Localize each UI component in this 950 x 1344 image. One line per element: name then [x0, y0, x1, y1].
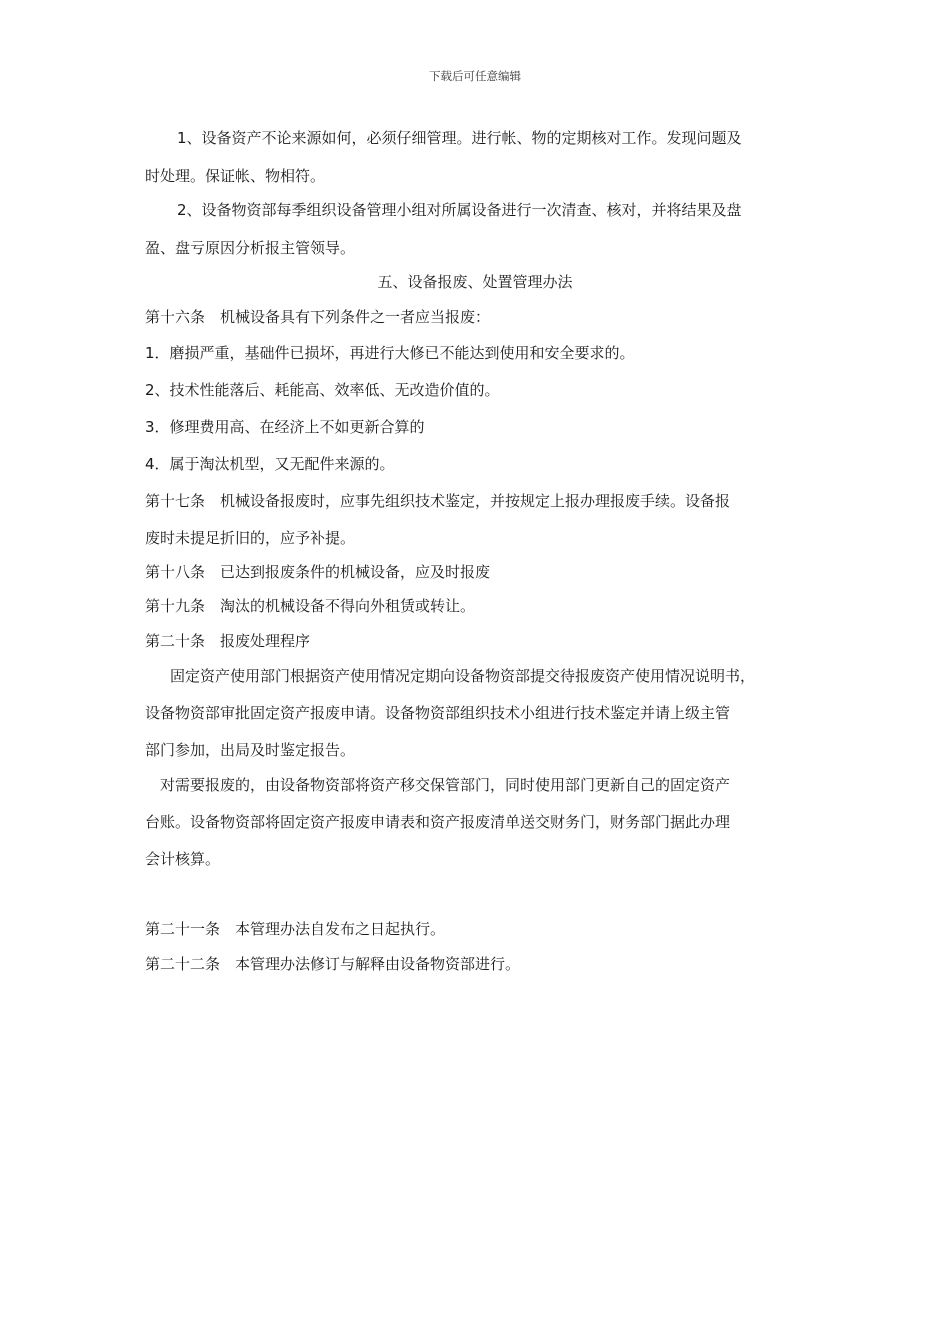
paragraph-line: 部门参加，出局及时鉴定报告。 [145, 741, 356, 759]
list-item: 2、技术性能落后、耗能高、效率低、无改造价值的。 [145, 381, 500, 399]
list-item: 3．修理费用高、在经济上不如更新合算的 [145, 418, 425, 436]
paragraph-line: 对需要报废的，由设备物资部将资产移交保管部门，同时使用部门更新自己的固定资产 [160, 776, 731, 794]
article-line: 第二十条 报废处理程序 [145, 632, 311, 650]
paragraph-line: 2、设备物资部每季组织设备管理小组对所属设备进行一次清查、核对，并将结果及盘 [177, 201, 742, 219]
paragraph-line: 台账。设备物资部将固定资产报废申请表和资产报废清单送交财务门，财务部门据此办理 [145, 813, 731, 831]
paragraph-line: 盈、盘亏原因分析报主管领导。 [145, 239, 356, 257]
article-line: 第十九条 淘汰的机械设备不得向外租赁或转让。 [145, 597, 476, 615]
paragraph-line: 1、设备资产不论来源如何，必须仔细管理。进行帐、物的定期核对工作。发现问题及 [177, 129, 742, 147]
article-line: 第十七条 机械设备报废时，应事先组织技术鉴定，并按规定上报办理报废手续。设备报 [145, 492, 731, 510]
article-line: 第十六条 机械设备具有下列条件之一者应当报废： [145, 308, 491, 326]
article-line: 第二十二条 本管理办法修订与解释由设备物资部进行。 [145, 955, 521, 973]
article-line: 废时未提足折旧的，应予补提。 [145, 529, 356, 547]
page-header: 下载后可任意编辑 [429, 69, 521, 83]
paragraph-line: 时处理。保证帐、物相符。 [145, 167, 326, 185]
article-line: 第十八条 已达到报废条件的机械设备，应及时报废 [145, 563, 491, 581]
article-line: 第二十一条 本管理办法自发布之日起执行。 [145, 920, 446, 938]
paragraph-line: 会计核算。 [145, 850, 221, 868]
paragraph-line: 固定资产使用部门根据资产使用情况定期向设备物资部提交待报废资产使用情况说明书， [170, 667, 756, 685]
paragraph-line: 设备物资部审批固定资产报废申请。设备物资部组织技术小组进行技术鉴定并请上级主管 [145, 704, 731, 722]
list-item: 1．磨损严重，基础件已损坏，再进行大修已不能达到使用和安全要求的。 [145, 344, 635, 362]
section-heading: 五、设备报废、处置管理办法 [377, 273, 573, 291]
list-item: 4．属于淘汰机型，又无配件来源的。 [145, 455, 395, 473]
